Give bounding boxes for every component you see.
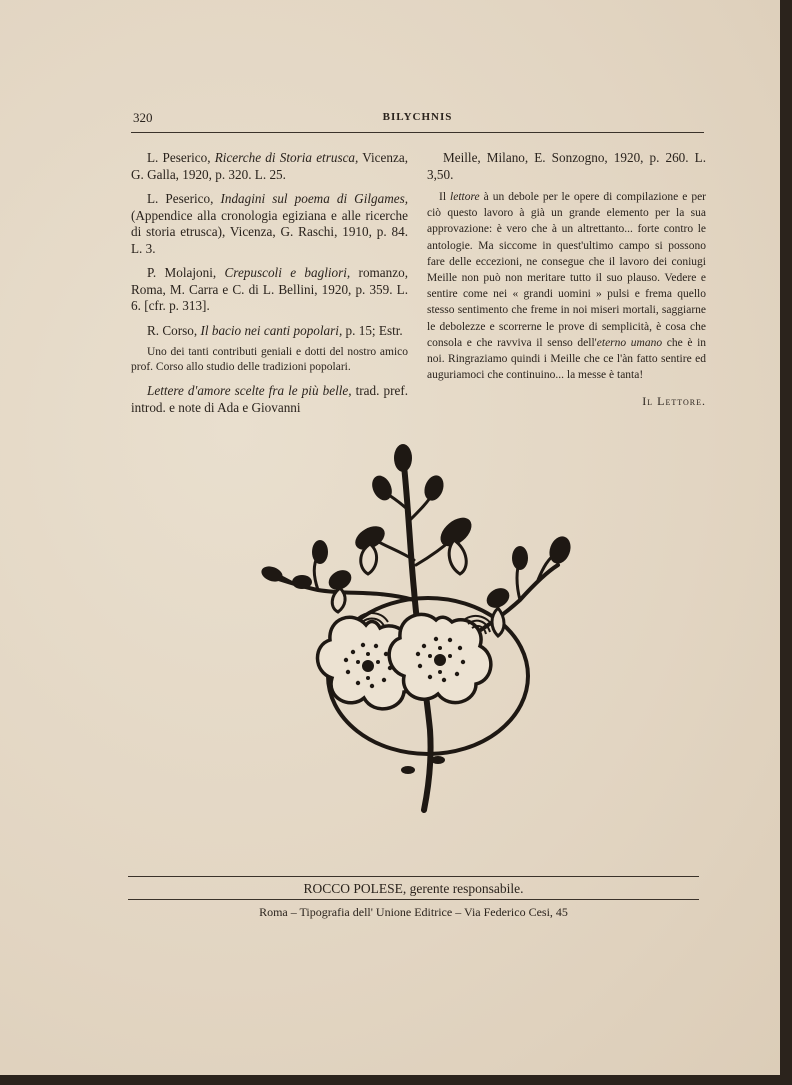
entry-title: Indagini sul poema di Gilgames, <box>220 191 409 206</box>
running-head <box>131 108 704 133</box>
footer-rule-middle <box>128 899 699 900</box>
footer-manager: ROCCO POLESE, gerente responsabile. <box>303 881 524 896</box>
entry-details: romanzo, Roma, M. Carra e C. di L. Bellini, 1920, p. 359. L. 6. [cfr. p. 313]. <box>131 265 408 313</box>
review-note: Uno dei tanti contributi geniali e dotti del nostro amico prof. Corso allo studio delle tradizioni popolari. <box>131 346 408 373</box>
bibliography-entry <box>131 191 408 257</box>
entry-author: L. Peserico, <box>147 191 214 206</box>
review-note <box>427 189 706 383</box>
page-number: 320 <box>133 110 153 125</box>
bibliography-entry <box>131 150 408 183</box>
entry-details: Vicenza, G. Galla, 1920, p. 320. L. 25. <box>131 150 408 182</box>
note-emphasis: lettore <box>450 191 480 203</box>
entry-details: p. 15; Estr. <box>342 322 403 338</box>
signature: Il Lettore. <box>642 394 706 409</box>
entry-title: Crepuscoli e bagliori, <box>224 265 351 280</box>
entry-title: Ricerche di Storia etrusca, <box>214 150 359 165</box>
note-text: Il <box>439 191 451 203</box>
bibliography-entry <box>131 323 408 340</box>
entry-author: P. Molajoni, <box>147 265 217 280</box>
entry-title: Lettere d'amore scelte fra le più belle, <box>147 383 352 398</box>
entry-details: trad. pref. introd. e note di Ada e Giovanni <box>131 383 409 415</box>
note-text: che è in noi. Ringraziamo quindi i Meille che ce l'àn fatto sentire ed auguriamoci che continuino... la messe è tanta! <box>427 336 707 382</box>
left-column <box>131 150 408 424</box>
blossom-branch-vignette-icon <box>258 440 574 814</box>
entry-title: Il bacio nei canti popolari, <box>200 322 343 338</box>
journal-title: BILYCHNIS <box>382 111 453 123</box>
footer-rule-top <box>128 876 699 877</box>
right-column <box>427 150 706 410</box>
entry-details: (Appendice alla cronologia egiziana e alle ricerche di storia etrusca), Vicenza, G. Raschi, 1910, p. 84. L. 3. <box>131 207 408 256</box>
note-emphasis: eterno umano <box>596 336 663 349</box>
bibliography-entry <box>131 265 408 315</box>
entry-continuation: Meille, Milano, E. Sonzogno, 1920, p. 260. L. 3,50. <box>427 150 706 182</box>
bibliography-entry <box>131 383 408 416</box>
entry-author: L. Peserico, <box>147 150 211 165</box>
footer-printer: Roma – Tipografia dell' Unione Editrice – Via Federico Cesi, 45 <box>259 905 568 919</box>
note-text: à un debole per le opere di compilazione e per ciò questo lavoro à già un grande elemento per la sua approvazione: è vero che à un altrettanto... forte contro le antologie. Ma siccome in quest'ultimo campo si possono fare delle eccezioni, ne consegue che il lavoro dei coniugi Meille non può non meritare tutto il suo plauso. Vedere e sentire come nei « grandi uomini » pulsi e frema quello stesso sentimento che freme in noi miseri mortali, saggiarne le debolezze e scorrerne le prove di semplicità, è cosa che consola e che ravviva il senso dell' <box>427 191 706 349</box>
entry-author: R. Corso, <box>147 322 198 338</box>
